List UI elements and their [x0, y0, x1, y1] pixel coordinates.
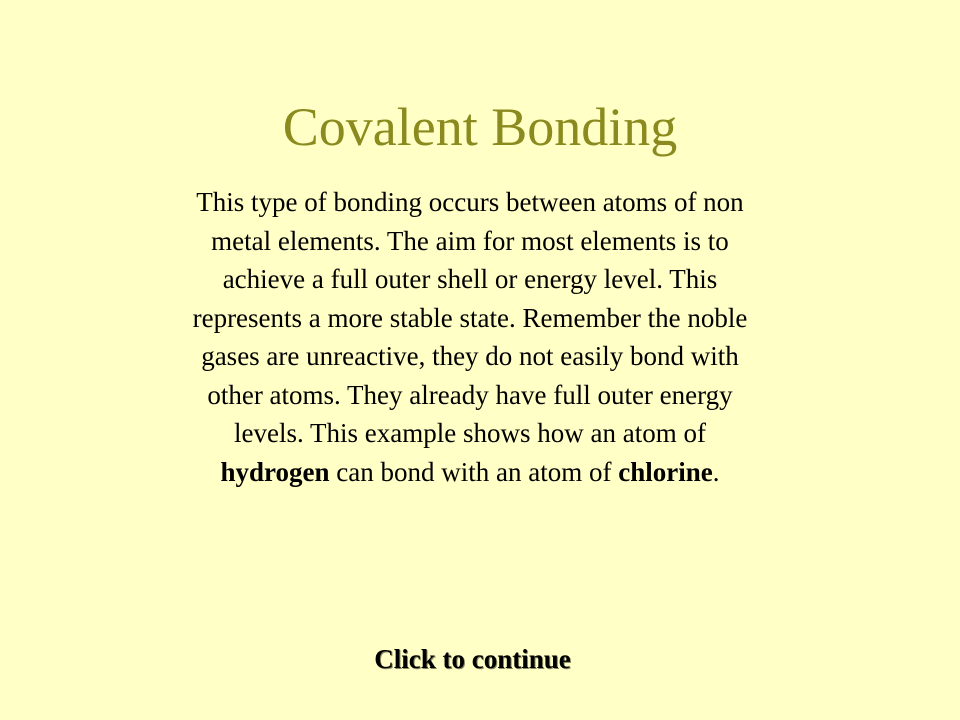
body-text-part-1: This type of bonding occurs between atoms of non metal elements. The aim for most elements is to achieve a full outer shell or energy level. This represents a more stable state. Remember the noble gases are unreactive, they do not easily bond with other atoms. They already have full outer energy levels. This example shows how an atom of [192, 187, 748, 448]
highlight-hydrogen: hydrogen [220, 456, 330, 487]
body-text-part-2: can bond with an atom of [329, 456, 619, 487]
continue-button[interactable]: Click to continue [374, 644, 571, 674]
body-text-part-3: . [712, 456, 720, 487]
highlight-chlorine: chlorine [618, 456, 713, 487]
slide-body-text [180, 183, 760, 491]
slide-title: Covalent Bonding [282, 97, 678, 157]
